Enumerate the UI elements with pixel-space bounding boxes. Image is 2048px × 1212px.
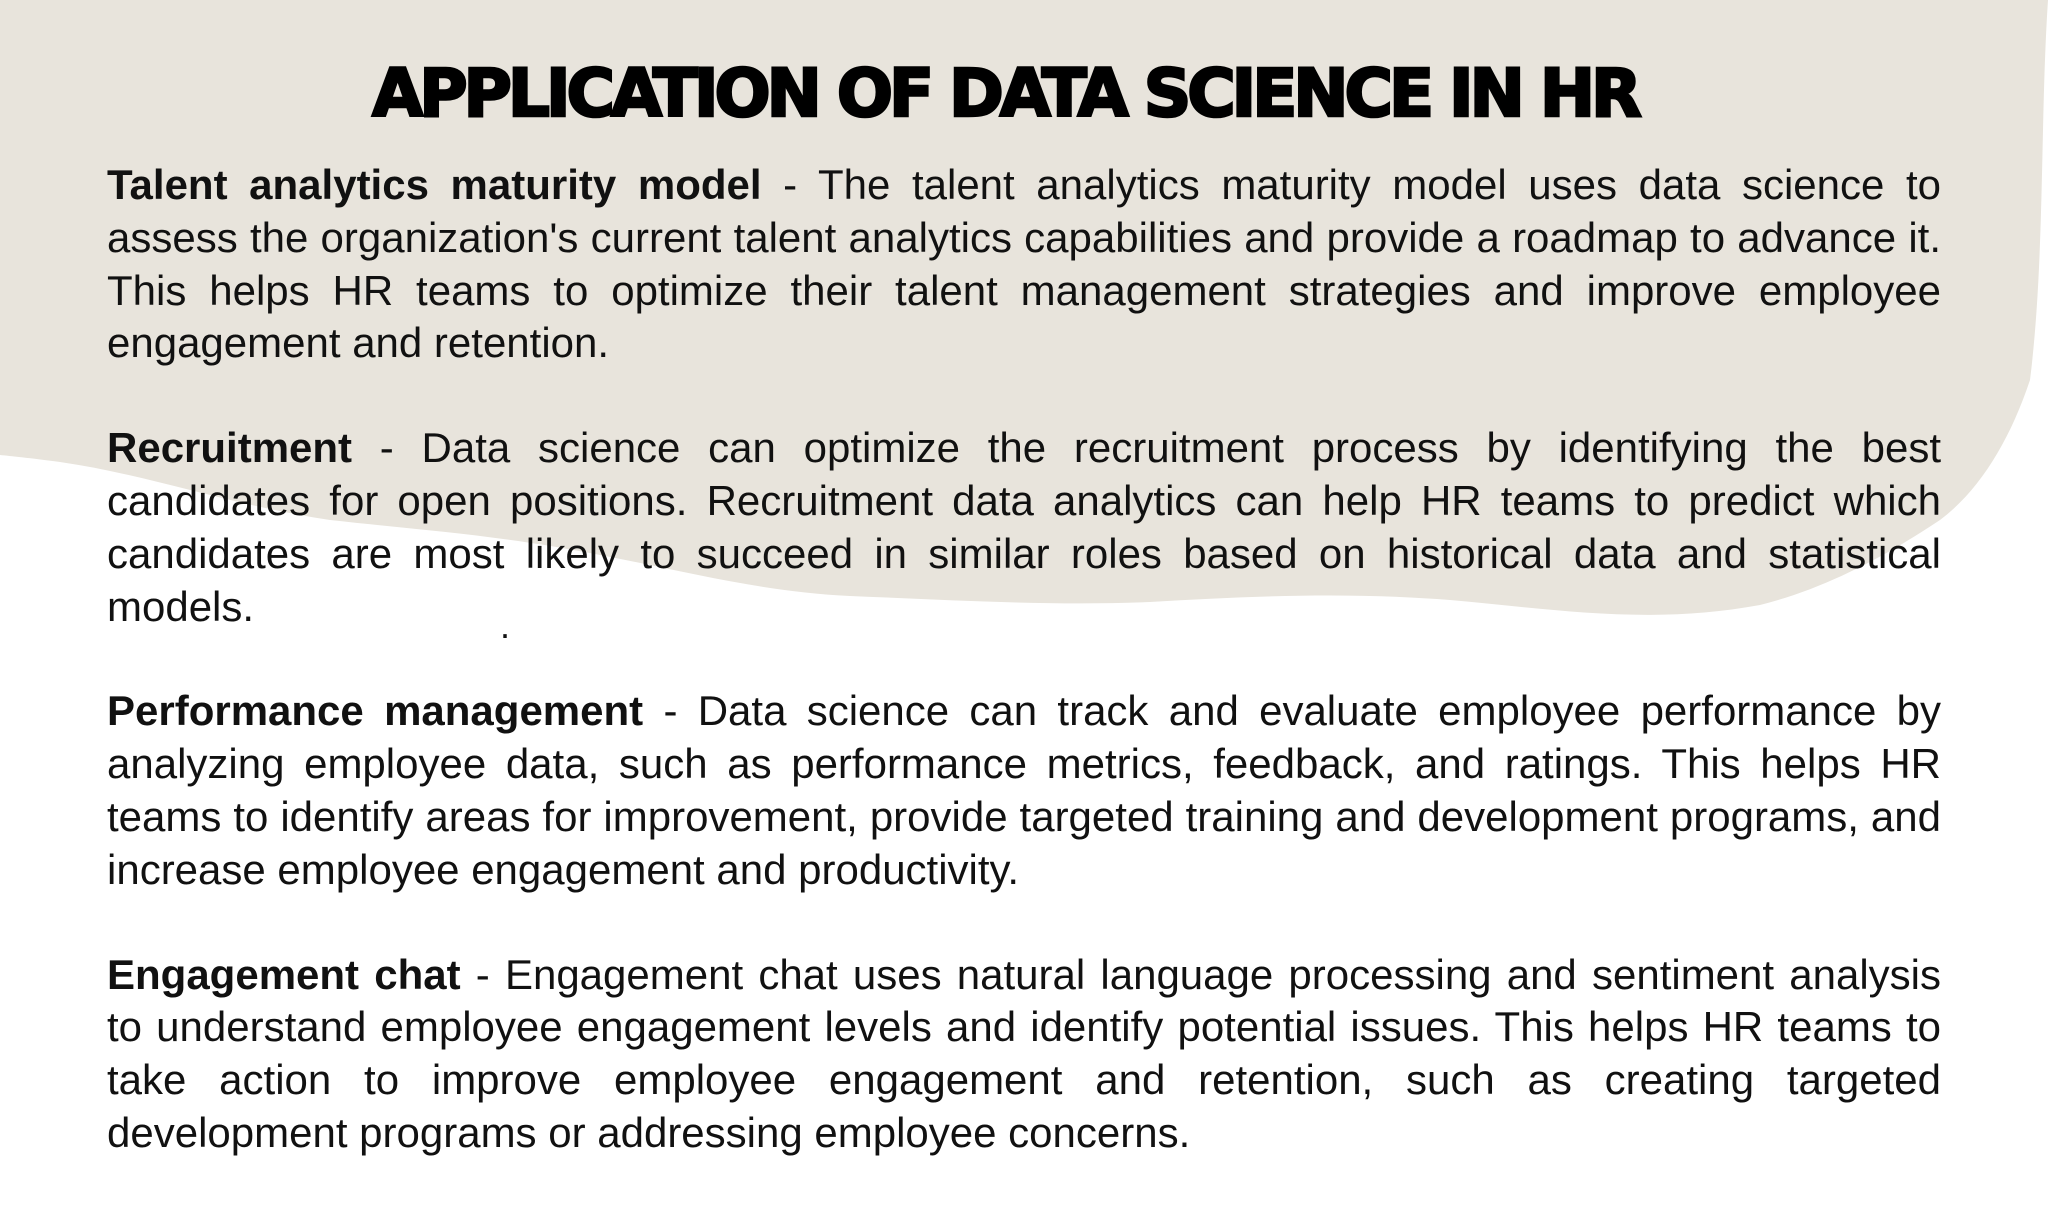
- section-term: Recruitment: [107, 424, 353, 472]
- page-title: APPLICATION OF DATA SCIENCE IN HR: [372, 55, 1638, 132]
- section-text: - Engagement chat uses natural language processing and sentiment analysis to understand employee engagement levels and identify potential issues. This helps HR teams to take action to improve employee engagement and retention, such as creating targeted development programs or addressing employee concerns.: [107, 950, 1941, 1156]
- body-content: [107, 159, 1941, 1212]
- section-term: Performance management: [107, 687, 644, 735]
- section-talent-analytics: [107, 159, 1941, 370]
- section-term: Talent analytics maturity model: [107, 161, 762, 208]
- stray-dot-mark: .: [500, 605, 511, 646]
- section-recruitment: [107, 422, 1941, 633]
- section-text: - Data science can track and evaluate employee performance by analyzing employee data, such as performance metrics, feedback, and ratings. This helps HR teams to identify areas for improvement, provide targeted training and development programs, and increase employee engagement and productivity.: [107, 687, 1941, 893]
- section-performance-management: [107, 685, 1941, 896]
- section-term: Engagement chat: [107, 950, 461, 998]
- section-text: - Data science can optimize the recruitment process by identifying the best candidates for open positions. Recruitment data analytics can help HR teams to predict which candidates are most likely to succeed in similar roles based on historical data and statistical models.: [107, 424, 1941, 630]
- section-text: - The talent analytics maturity model uses data science to assess the organization's current talent analytics capabilities and provide a roadmap to advance it. This helps HR teams to optimize their talent management strategies and improve employee engagement and retention.: [107, 161, 1941, 367]
- section-engagement-chat: [107, 949, 1941, 1160]
